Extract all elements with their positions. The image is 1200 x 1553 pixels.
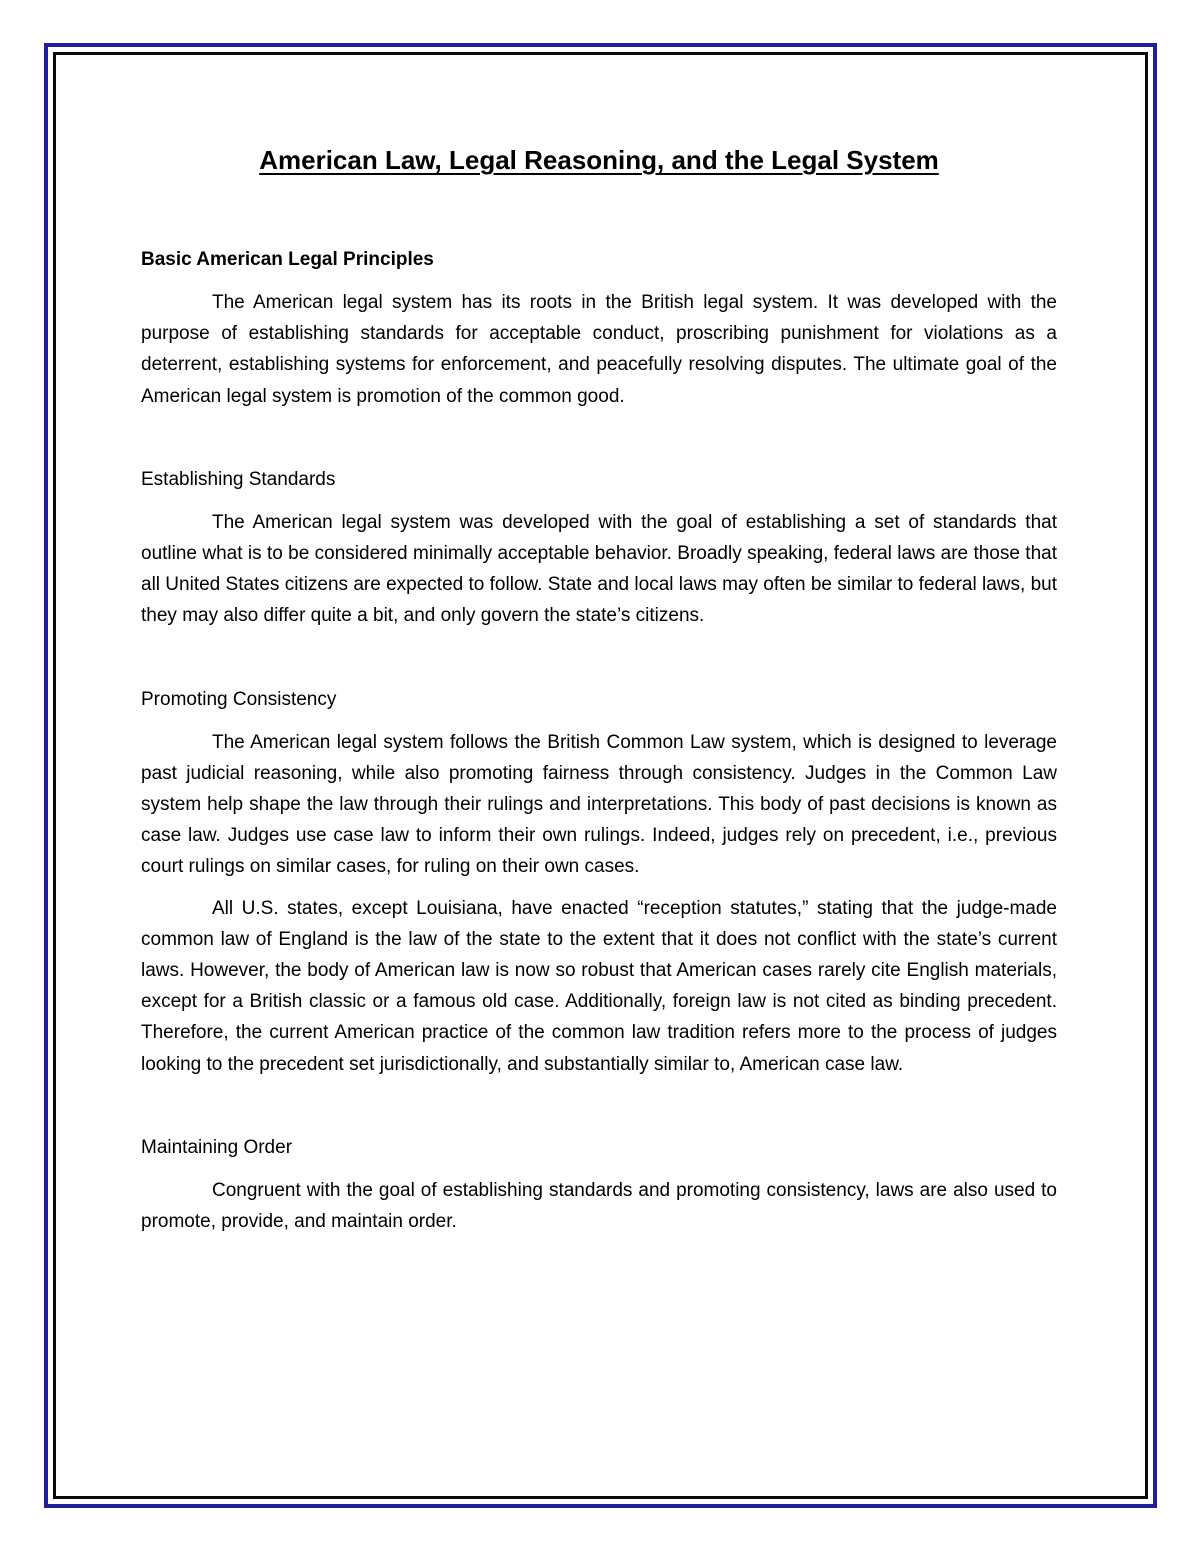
section-promoting-consistency (141, 688, 1057, 1080)
section-maintaining-order (141, 1136, 1057, 1237)
paragraph: The American legal system follows the British Common Law system, which is designed to leverage past judicial reasoning, while also promoting fairness through consistency. Judges in the Common Law system help shape the law through their rulings and interpretations. This body of past decisions is known as case law. Judges use case law to inform their own rulings. Indeed, judges rely on precedent, i.e., previous court rulings on similar cases, for ruling on their own cases. (141, 731, 1057, 878)
section-spacer (141, 422, 1057, 468)
section-spacer (141, 1090, 1057, 1136)
document-title: American Law, Legal Reasoning, and the Legal System (259, 145, 939, 175)
section-heading: Basic American Legal Principles (141, 249, 434, 270)
section-heading: Promoting Consistency (141, 688, 337, 710)
paragraph: The American legal system has its roots in the British legal system. It was developed with the purpose of establishing standards for acceptable conduct, proscribing punishment for violations as a deterrent, establishing systems for enforcement, and peacefully resolving disputes. The ultimate goal of the American legal system is promotion of the common good. (141, 292, 1057, 407)
section-establishing-standards (141, 468, 1057, 632)
section-heading: Maintaining Order (141, 1136, 293, 1158)
section-heading: Establishing Standards (141, 468, 336, 490)
paragraph: All U.S. states, except Louisiana, have enacted “reception statutes,” stating that the judge-made common law of England is the law of the state to the extent that it does not conflict with the state’s current laws. However, the body of American law is now so robust that American cases rarely cite English materials, except for a British classic or a famous old case. Additionally, foreign law is not cited as binding precedent. Therefore, the current American practice of the common law tradition refers more to the process of judges looking to the precedent set jurisdictionally, and substantially similar to, American case law. (141, 897, 1057, 1075)
document-body (141, 140, 1057, 1247)
paragraph: Congruent with the goal of establishing standards and promoting consistency, laws are also used to promote, provide, and maintain order. (141, 1179, 1057, 1233)
section-basic-principles (141, 248, 1057, 412)
section-spacer (141, 642, 1057, 688)
paragraph: The American legal system was developed with the goal of establishing a set of standards that outline what is to be considered minimally acceptable behavior. Broadly speaking, federal laws are those that all United States citizens are expected to follow. State and local laws may often be similar to federal laws, but they may also differ quite a bit, and only govern the state’s citizens. (141, 511, 1057, 627)
